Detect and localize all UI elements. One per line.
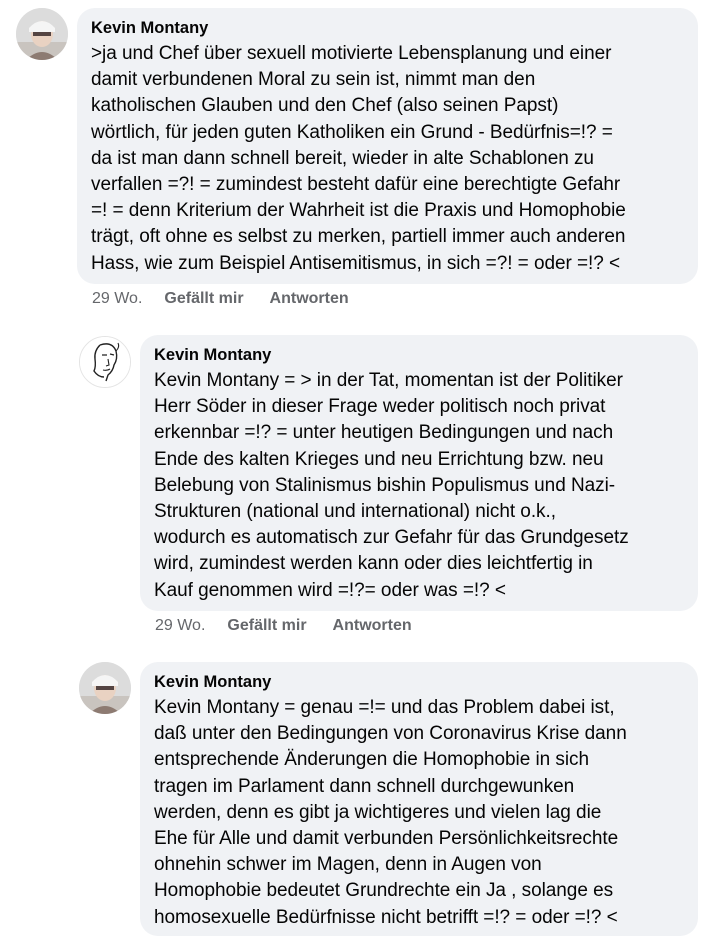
profile-photo-icon [79, 662, 131, 714]
avatar[interactable] [79, 662, 131, 714]
comment-actions [155, 616, 438, 636]
comment-actions [92, 289, 375, 309]
like-button[interactable]: Gefällt mir [164, 290, 244, 307]
comment-bubble [77, 8, 698, 284]
reply-button[interactable]: Antworten [332, 617, 412, 634]
comment-author[interactable]: Kevin Montany [91, 19, 209, 37]
comment-bubble [140, 335, 698, 611]
face-sketch-icon [80, 337, 130, 387]
comment-timestamp[interactable]: 29 Wo. [92, 290, 143, 307]
comment-author[interactable]: Kevin Montany [154, 346, 272, 364]
avatar[interactable] [16, 8, 68, 60]
avatar[interactable] [79, 336, 131, 388]
comment-bubble [140, 662, 698, 936]
comment-text: Kevin Montany = > in der Tat, momentan ist der Politiker Herr Söder in dieser Frage weder politisch noch privat erkennbar =!? = unter heutigen Bedingungen und nach Ende des kalten Krieges und neu Errichtung bzw. neu Belebung von Stalinismus bishin Populismus und Nazi- Strukturen (national und international) nicht o.k., wodurch es automatisch zur Gefahr für das Grundgesetz wird, zumindest werden kann oder dies leichtfertig in Kauf genommen wird =!?= oder was =!? < [154, 370, 629, 601]
comment-text: >ja und Chef über sexuell motivierte Lebensplanung und einer damit verbundenen Moral zu sein ist, nimmt man den katholischen Glauben und den Chef (also seinen Papst) wörtlich, für jeden guten Katholiken ein Grund - Bedürfnis=!? = da ist man dann schnell bereit, wieder in alte Schablonen zu verfallen =?! = zumindest besteht dafür eine berechtigte Gefahr =! = denn Kriterium der Wahrheit ist die Praxis und Homophobie trägt, oft ohne es selbst zu merken, partiell immer auch anderen Hass, wie zum Beispiel Antisemitismus, in sich =?! = oder =!? < [91, 43, 626, 274]
comment-text: Kevin Montany = genau =!= und das Problem dabei ist, daß unter den Bedingungen von Coronavirus Krise dann entsprechende Änderungen die Homophobie in sich tragen im Parlament dann schnell durchgewunken werden, denn es gibt ja wichtigeres und vielen lag die Ehe für Alle und damit verbunden Persönlichkeitsrechte ohnehin schwer im Magen, denn in Augen von Homophobie bedeutet Grundrechte ein Ja , solange es homosexuelle Bedürfnisse nicht betrifft =!? = oder =!? < [154, 697, 627, 928]
comment-author[interactable]: Kevin Montany [154, 673, 272, 691]
comment-timestamp[interactable]: 29 Wo. [155, 617, 206, 634]
like-button[interactable]: Gefällt mir [227, 617, 307, 634]
profile-photo-icon [16, 8, 68, 60]
reply-button[interactable]: Antworten [269, 290, 349, 307]
